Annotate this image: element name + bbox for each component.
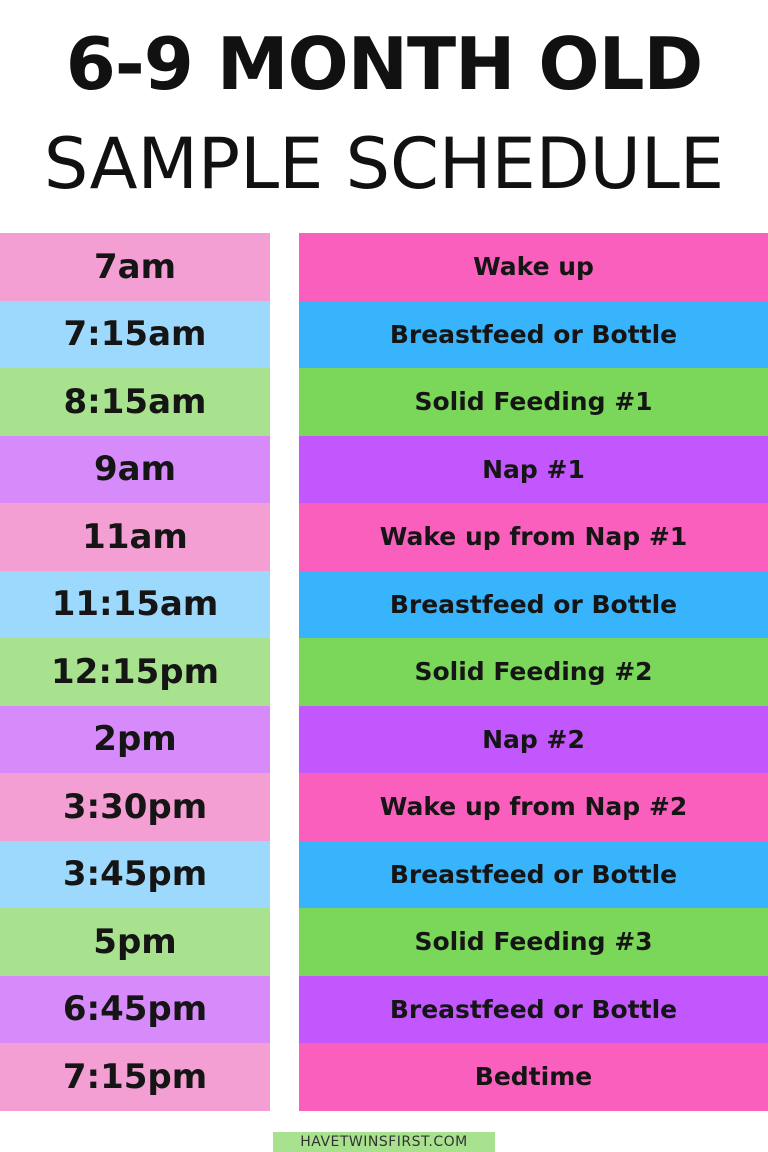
page-subtitle: SAMPLE SCHEDULE — [43, 123, 725, 205]
schedule-table — [0, 233, 768, 1111]
schedule-row — [0, 773, 768, 841]
schedule-activity: Solid Feeding #2 — [299, 638, 768, 706]
schedule-time: 7:15am — [0, 301, 270, 369]
schedule-activity: Wake up from Nap #2 — [299, 773, 768, 841]
schedule-activity: Wake up — [299, 233, 768, 301]
schedule-row — [0, 301, 768, 369]
schedule-time: 11:15am — [0, 571, 270, 639]
schedule-activity: Breastfeed or Bottle — [299, 841, 768, 909]
schedule-activity: Solid Feeding #1 — [299, 368, 768, 436]
schedule-row — [0, 638, 768, 706]
schedule-time: 5pm — [0, 908, 270, 976]
schedule-activity: Wake up from Nap #1 — [299, 503, 768, 571]
schedule-time: 2pm — [0, 706, 270, 774]
schedule-activity: Nap #2 — [299, 706, 768, 774]
schedule-row — [0, 571, 768, 639]
schedule-time: 7:15pm — [0, 1043, 270, 1111]
schedule-row — [0, 1043, 768, 1111]
schedule-row — [0, 436, 768, 504]
schedule-activity: Breastfeed or Bottle — [299, 571, 768, 639]
schedule-time: 8:15am — [0, 368, 270, 436]
schedule-row — [0, 503, 768, 571]
schedule-activity: Breastfeed or Bottle — [299, 976, 768, 1044]
page-title: 6-9 MONTH OLD — [65, 22, 703, 106]
schedule-row — [0, 976, 768, 1044]
website-footer: HAVETWINSFIRST.COM — [273, 1132, 495, 1152]
schedule-activity: Bedtime — [299, 1043, 768, 1111]
schedule-time: 7am — [0, 233, 270, 301]
schedule-activity: Nap #1 — [299, 436, 768, 504]
schedule-time: 9am — [0, 436, 270, 504]
schedule-row — [0, 908, 768, 976]
schedule-time: 12:15pm — [0, 638, 270, 706]
schedule-row — [0, 233, 768, 301]
schedule-time: 3:30pm — [0, 773, 270, 841]
schedule-activity: Breastfeed or Bottle — [299, 301, 768, 369]
schedule-row — [0, 368, 768, 436]
schedule-time: 3:45pm — [0, 841, 270, 909]
schedule-row — [0, 841, 768, 909]
schedule-time: 11am — [0, 503, 270, 571]
schedule-row — [0, 706, 768, 774]
schedule-time: 6:45pm — [0, 976, 270, 1044]
schedule-activity: Solid Feeding #3 — [299, 908, 768, 976]
